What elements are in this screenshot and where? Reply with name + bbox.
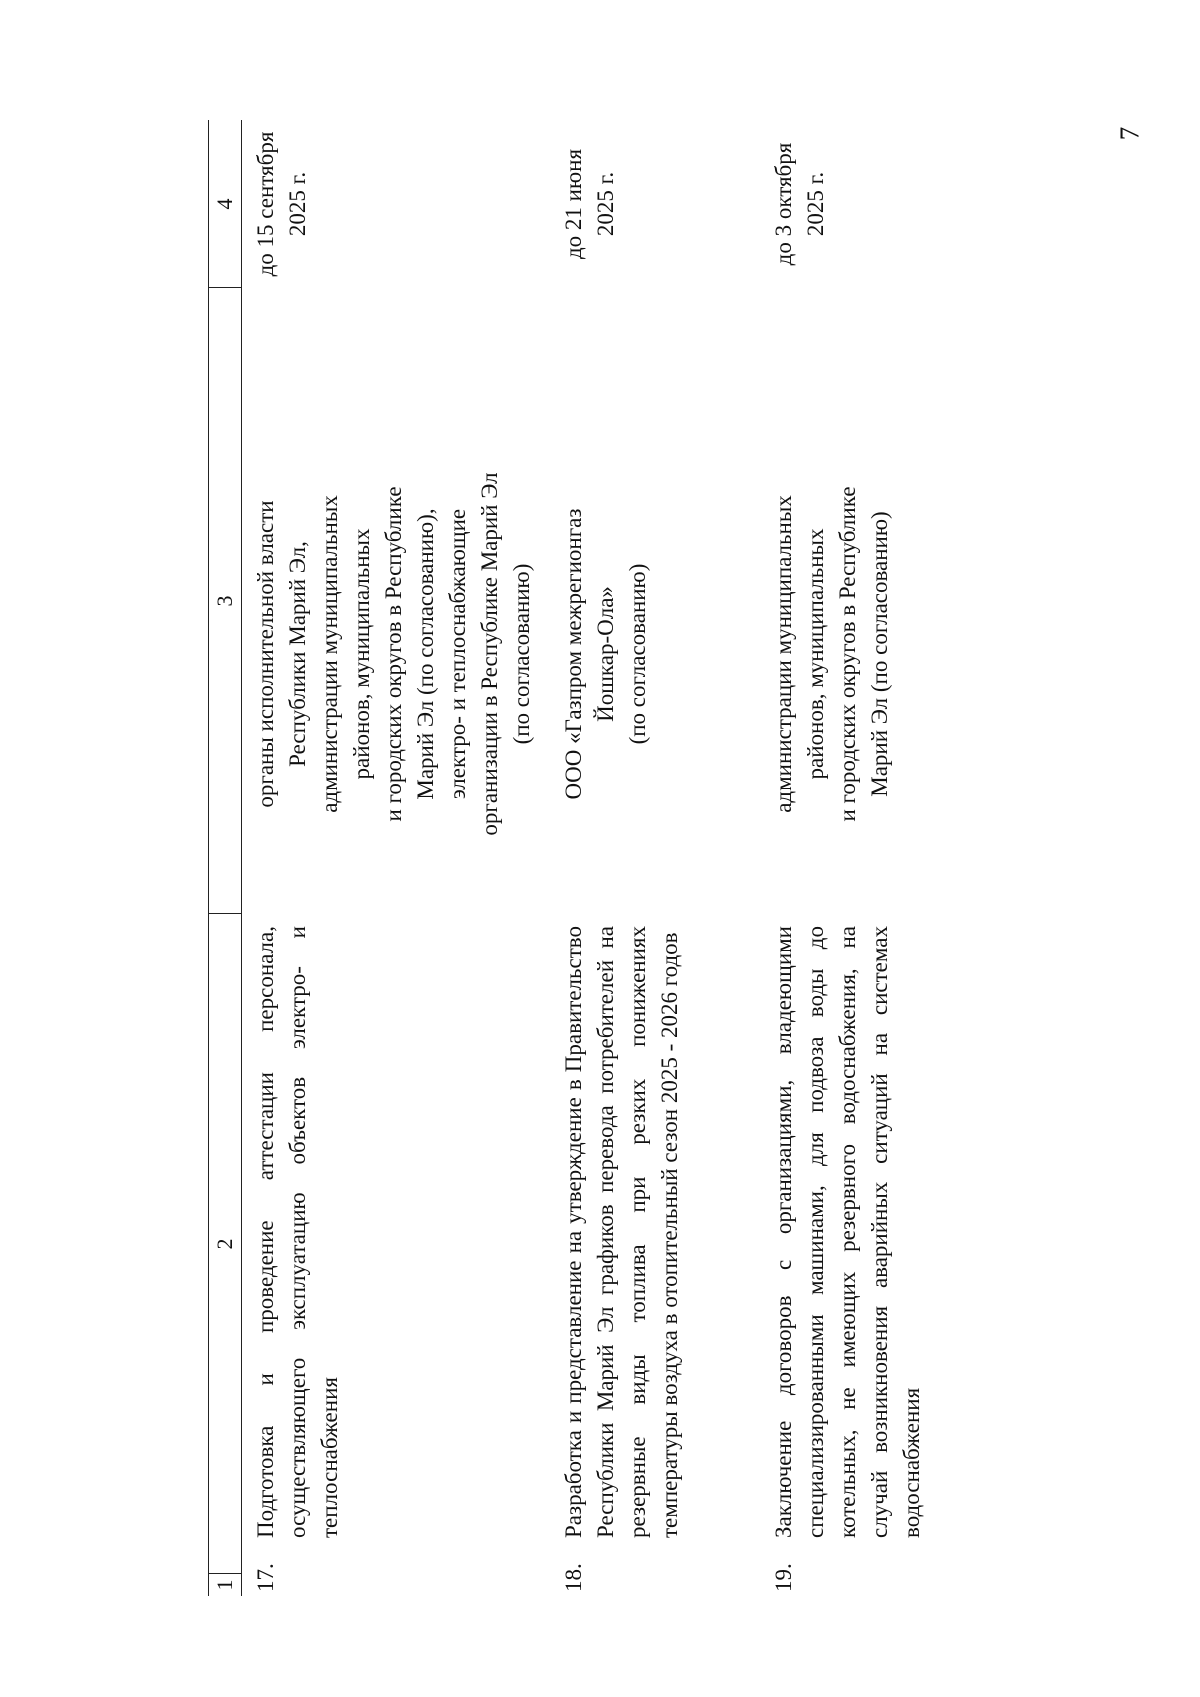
row-task: Разработка и представление на утверждение в Правительство Республики Марий Эл графиков перевода потребителей на резервные виды топлива при резких понижениях температуры воздуха в отопительный сезон 2025 - 2026 годов (561, 926, 682, 1538)
row-deadline: до 21 июня 2025 г. (561, 148, 618, 260)
row-number: 19. (771, 1563, 796, 1592)
page-number: 7 (1114, 126, 1145, 141)
row-deadline: до 15 сентября 2025 г. (253, 131, 310, 277)
header-col-4: 4 (212, 198, 237, 210)
row-deadline: до 3 октября 2025 г. (771, 142, 828, 266)
row-responsible: органы исполнительной власти Республики Марий Эл, администрации муниципальных районов, муниципальных и городских округов в Республике Марий Эл (по согласованию), электро- и теплоснабжающие организации в Республике Марий Эл (по согласованию) (253, 472, 534, 836)
row-number: 18. (561, 1563, 586, 1592)
plan-table (208, 120, 988, 1596)
row-task: Заключение договоров с организациями, владеющими специализированными машинами, для подвоза воды до котельных, не имеющих резервного водоснабжения, на случай возникновения аварийных ситуаций на системах водоснабжения (771, 926, 924, 1538)
table-header-row (208, 120, 242, 1596)
row-responsible: ООО «Газпром межрегионгаз Йошкар-Ола» (по согласованию) (561, 508, 650, 800)
row-number: 17. (253, 1563, 278, 1592)
header-col-2: 2 (212, 1238, 237, 1250)
row-responsible: администрации муниципальных районов, муниципальных и городских округов в Республике Марий Эл (по согласованию) (771, 486, 892, 822)
header-col-3: 3 (212, 595, 237, 607)
header-col-1: 1 (212, 1579, 237, 1591)
row-task: Подготовка и проведение аттестации персонала, осуществляющего эксплуатацию объектов электро- и теплоснабжения (253, 926, 342, 1538)
